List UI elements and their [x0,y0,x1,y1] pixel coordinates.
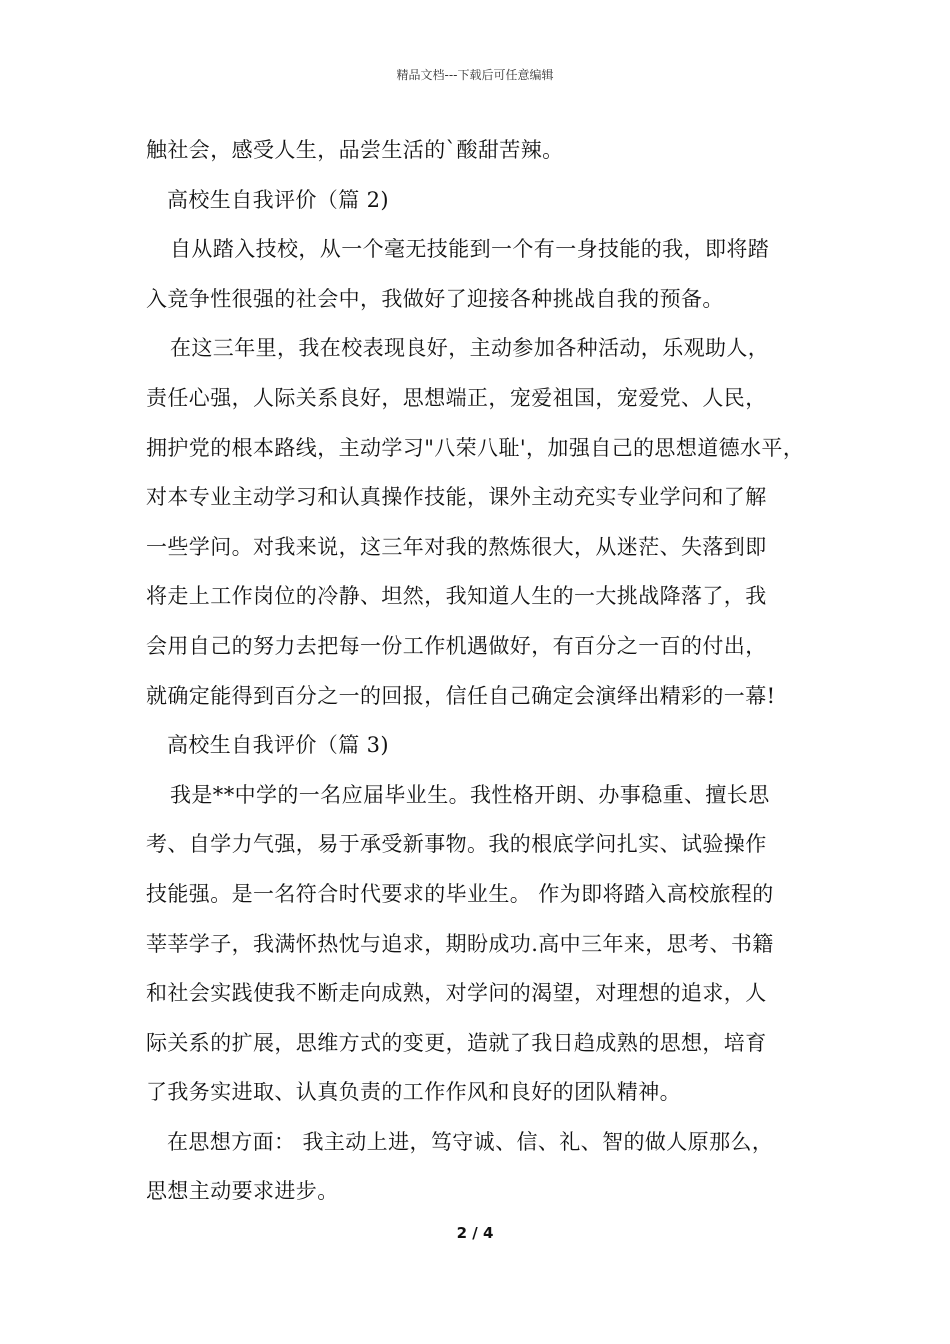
body-line: 一些学问。对我来说，这三年对我的熬炼很大，从迷茫、失落到即 [146,534,767,559]
body-line: 莘莘学子，我满怀热忱与追求，期盼成功.高中三年来，思考、书籍 [146,931,774,956]
body-line: 就确定能得到百分之一的回报，信任自己确定会演绎出精彩的一幕! [146,683,776,708]
body-line: 我是**中学的一名应届毕业生。我性格开朗、办事稳重、擅长思 [170,782,770,807]
body-line: 际关系的扩展，思维方式的变更，造就了我日趋成熟的思想，培育 [146,1030,767,1055]
body-line: 会用自己的努力去把每一份工作机遇做好，有百分之一百的付出， [146,633,767,658]
page-number: 2 / 4 [456,1224,494,1242]
body-line: 考、自学力气强，易于承受新事物。我的根底学问扎实、试验操作 [146,832,767,857]
body-line: 在这三年里，我在校表现良好，主动参加各种活动，乐观助人， [170,336,770,361]
body-line: 和社会实践使我不断走向成熟，对学问的渴望，对理想的追求，人 [146,981,767,1006]
body-line: 自从踏入技校，从一个毫无技能到一个有一身技能的我，即将踏 [170,237,770,262]
body-line: 责任心强，人际关系良好，思想端正，宠爱祖国，宠爱党、人民， [146,385,767,410]
section-heading: 高校生自我评价（篇 2) [167,187,390,212]
section-heading: 高校生自我评价（篇 3) [167,733,390,758]
body-line: 拥护党的根本路线，主动学习"八荣八耻'，加强自己的思想道德水平， [146,435,805,460]
body-line: 技能强。是一名符合时代要求的毕业生。 作为即将踏入高校旅程的 [146,881,774,906]
page-header: 精品文档---下载后可任意编辑 [396,68,554,82]
body-line: 对本专业主动学习和认真操作技能，课外主动充实专业学问和了解 [146,485,767,510]
document-body [146,126,818,1217]
body-line: 了我务实进取、认真负责的工作作风和良好的团队精神。 [146,1080,681,1105]
body-line: 在思想方面： 我主动上进，笃守诚、信、礼、智的做人原那么， [167,1129,774,1154]
body-line: 入竞争性很强的社会中，我做好了迎接各种挑战自我的预备。 [146,286,724,311]
body-line: 将走上工作岗位的冷静、坦然，我知道人生的一大挑战降落了，我 [146,584,767,609]
body-line: 思想主动要求进步。 [146,1179,339,1204]
body-line: 触社会，感受人生，品尝生活的`酸甜苦辣。 [146,138,564,162]
